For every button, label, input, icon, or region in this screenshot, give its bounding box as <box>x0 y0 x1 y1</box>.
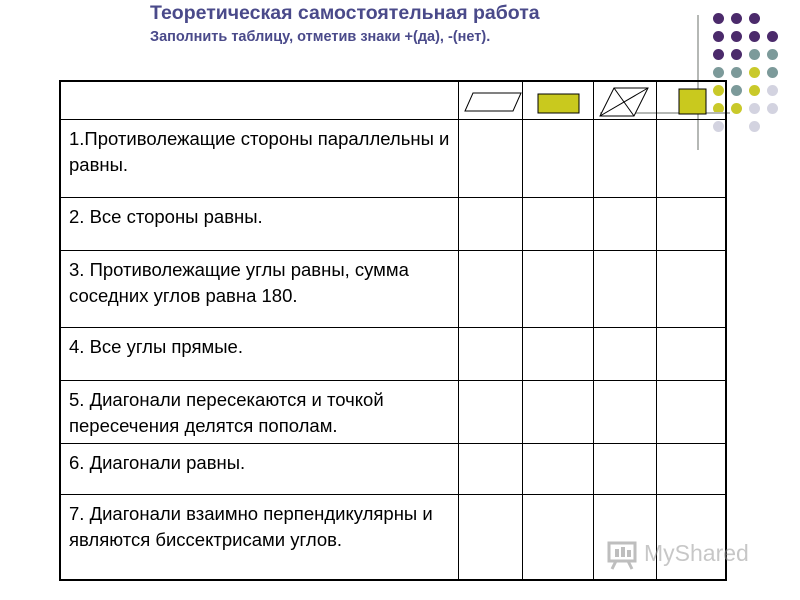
answer-cell[interactable] <box>657 444 725 494</box>
page-title: Теоретическая самостоятельная работа <box>150 2 540 24</box>
decorative-dot <box>713 49 724 60</box>
answer-cell[interactable] <box>459 495 523 579</box>
myshared-logo-icon <box>606 537 640 571</box>
decorative-dot <box>749 13 760 24</box>
property-label: 6. Диагонали равны. <box>61 444 459 494</box>
answer-cell[interactable] <box>523 328 594 380</box>
square-icon <box>678 88 708 116</box>
property-label: 2. Все стороны равны. <box>61 198 459 250</box>
page-subtitle: Заполнить таблицу, отметив знаки +(да), -(нет). <box>150 29 491 45</box>
decorative-dot <box>731 85 742 96</box>
header-cell-square <box>657 82 725 119</box>
table-row <box>61 328 725 381</box>
answer-cell[interactable] <box>523 381 594 443</box>
table-row <box>61 444 725 495</box>
decorative-dot <box>767 49 778 60</box>
answer-cell[interactable] <box>657 381 725 443</box>
property-label: 5. Диагонали пересекаются и точкой пересечения делятся пополам. <box>61 381 459 443</box>
rhombus-icon <box>598 86 650 118</box>
table-header-row <box>61 82 725 120</box>
answer-cell[interactable] <box>657 198 725 250</box>
decorative-dot <box>767 67 778 78</box>
rectangle-icon <box>537 93 581 115</box>
decorative-dot <box>731 49 742 60</box>
table-row <box>61 120 725 198</box>
decorative-dot <box>767 31 778 42</box>
answer-cell[interactable] <box>459 381 523 443</box>
answer-cell[interactable] <box>594 120 657 197</box>
header-cell-rhombus <box>594 82 657 119</box>
table-row <box>61 198 725 251</box>
decorative-dot <box>767 103 778 114</box>
answer-cell[interactable] <box>594 381 657 443</box>
myshared-watermark <box>606 537 776 571</box>
answer-cell[interactable] <box>594 444 657 494</box>
table-row <box>61 251 725 328</box>
decorative-dot <box>731 103 742 114</box>
answer-cell[interactable] <box>657 328 725 380</box>
decorative-dot <box>749 103 760 114</box>
answer-cell[interactable] <box>594 251 657 327</box>
decorative-dot <box>731 13 742 24</box>
decorative-dot <box>749 67 760 78</box>
answer-cell[interactable] <box>459 444 523 494</box>
decorative-dot <box>731 67 742 78</box>
decorative-dot <box>749 85 760 96</box>
header-empty-cell <box>61 82 459 119</box>
property-label: 1.Противолежащие стороны параллельны и равны. <box>61 120 459 197</box>
decorative-dot <box>749 49 760 60</box>
answer-cell[interactable] <box>594 328 657 380</box>
answer-cell[interactable] <box>523 198 594 250</box>
answer-cell[interactable] <box>523 495 594 579</box>
table-row <box>61 381 725 444</box>
decorative-dot <box>749 31 760 42</box>
answer-cell[interactable] <box>459 328 523 380</box>
decorative-dot <box>713 13 724 24</box>
decorative-dot <box>767 85 778 96</box>
answer-cell[interactable] <box>523 444 594 494</box>
answer-cell[interactable] <box>657 120 725 197</box>
decorative-dot <box>713 31 724 42</box>
properties-table <box>59 80 727 581</box>
answer-cell[interactable] <box>459 198 523 250</box>
property-label: 4. Все углы прямые. <box>61 328 459 380</box>
answer-cell[interactable] <box>459 120 523 197</box>
decorative-dot <box>713 67 724 78</box>
answer-cell[interactable] <box>523 120 594 197</box>
parallelogram-icon <box>463 91 523 113</box>
decorative-dot <box>731 31 742 42</box>
answer-cell[interactable] <box>657 251 725 327</box>
header-cell-rectangle <box>523 82 594 119</box>
header-cell-parallelogram <box>459 82 523 119</box>
property-label: 3. Противолежащие углы равны, сумма соседних углов равна 180. <box>61 251 459 327</box>
watermark-text: MyShared <box>644 540 749 566</box>
decorative-dot <box>749 121 760 132</box>
answer-cell[interactable] <box>523 251 594 327</box>
property-label: 7. Диагонали взаимно перпендикулярны и являются биссектрисами углов. <box>61 495 459 579</box>
answer-cell[interactable] <box>459 251 523 327</box>
answer-cell[interactable] <box>594 198 657 250</box>
